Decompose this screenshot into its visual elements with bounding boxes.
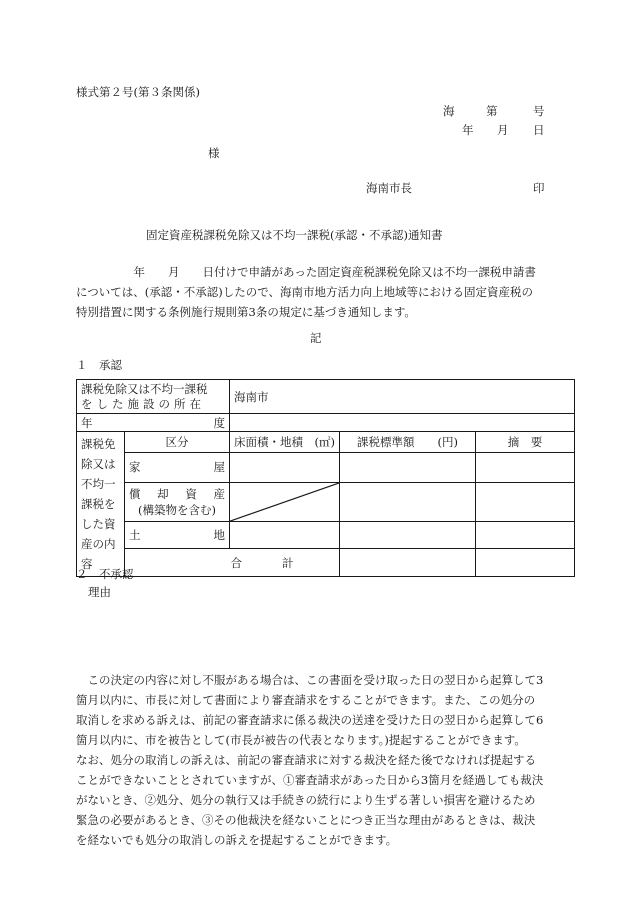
row-depreciable-standard [340, 482, 476, 521]
asset-label-line: 容 [81, 557, 93, 571]
row-house-area [230, 452, 340, 482]
row-depreciable-area-crossed [230, 482, 340, 521]
appeal-notice-paragraph [76, 670, 556, 850]
total-standard [340, 549, 476, 577]
row-depreciable-label [125, 482, 230, 521]
document-title: 固定資産税課税免除又は不均一課税(承認・不承認)通知書 [146, 228, 443, 242]
doc-number-prefix: 海 [443, 104, 455, 118]
facility-location-label [77, 380, 230, 414]
section-disapproval: ２ 不承認 [76, 567, 134, 581]
date-day: 日 [533, 123, 545, 137]
notice-line: がないとき、②処分、処分の執行又は手続きの続行により生ずる著しい損害を避けるため [76, 793, 536, 807]
section-approval: １ 承認 [76, 358, 122, 372]
date-month: 月 [497, 123, 509, 137]
row-land-remarks [476, 521, 575, 549]
approval-table [76, 379, 575, 577]
ki-heading: 記 [310, 331, 322, 345]
row-house-label [125, 452, 230, 482]
depreciable-char: 却 [157, 486, 169, 501]
asset-label-line: 不均一 [81, 477, 116, 491]
total-label-right: 計 [282, 555, 294, 570]
asset-label-line: 産の内 [81, 537, 116, 551]
header-area: 床面積・地積 (㎡) [230, 432, 340, 453]
seal-mark: 印 [533, 181, 545, 195]
row-house-standard [340, 452, 476, 482]
row-land-label [125, 521, 230, 549]
year-label-right: 度 [213, 415, 225, 430]
addressee-suffix: 様 [208, 146, 220, 160]
diagonal-line [230, 483, 339, 521]
depreciable-char: 資 [185, 486, 197, 501]
header-kubun: 区分 [125, 432, 230, 453]
row-depreciable-remarks [476, 482, 575, 521]
row-land-area [230, 521, 340, 549]
fiscal-year-label [77, 414, 230, 432]
asset-label-line: 除又は [81, 457, 116, 471]
notice-line: ことができないこととされていますが、①審査請求があった日から3箇月を経過しても裁決 [76, 773, 544, 787]
year-label-left: 年 [81, 415, 93, 430]
doc-number-middle: 第 [486, 104, 498, 118]
asset-label-line: 課税免 [81, 437, 116, 451]
notice-line: 緊急の必要があるとき、③その他裁決を経ないことにつき正当な理由があるときは、裁決 [76, 813, 536, 827]
house-label-right: 屋 [213, 460, 225, 475]
reason-label: 理由 [88, 585, 111, 599]
row-house-remarks [476, 452, 575, 482]
form-number: 様式第２号(第３条関係) [76, 85, 200, 99]
total-label [125, 549, 340, 577]
doc-number-suffix: 号 [533, 104, 545, 118]
row-land-standard [340, 521, 476, 549]
asset-label-line: した資 [81, 517, 116, 531]
land-label-left: 土 [129, 528, 141, 543]
total-label-left: 合 [230, 555, 242, 570]
notice-line: 箇月以内に、市長に対して書面により審査請求をすることができます。また、この処分の [76, 693, 536, 707]
notice-line: なお、処分の取消しの訴えは、前記の審査請求に対する裁決を経た後でなければ提起する [76, 753, 536, 767]
header-remarks: 摘 要 [476, 432, 575, 453]
facility-location-value: 海南市 [230, 380, 575, 414]
notice-line: 取消しを求める訴えは、前記の審査請求に係る裁決の送達を受けた日の翌日から起算して6 [76, 713, 544, 727]
facility-label-line: をした施設の所在 [81, 396, 205, 411]
issuer-name: 海南市長 [366, 181, 412, 195]
house-label-left: 家 [129, 460, 141, 475]
depreciable-char: 償 [129, 486, 141, 501]
notice-line: 箇月以内に、市を被告として(市長が被告の代表となります。)提起することができます。 [76, 733, 526, 747]
intro-line: については、(承認・不承認)したので、海南市地方活力向上地域等における固定資産税の [76, 285, 534, 299]
header-standard: 課税標準額 (円) [340, 432, 476, 453]
depreciable-subtitle: (構築物を含む) [138, 502, 216, 517]
fiscal-year-value [230, 414, 575, 432]
asset-content-label [77, 432, 125, 577]
asset-label-line: 課税を [81, 497, 116, 511]
notice-line: を経ないでも処分の取消しの訴えを提起することができます。 [76, 833, 398, 847]
land-label-right: 地 [213, 528, 225, 543]
date-year: 年 [462, 123, 474, 137]
depreciable-char: 産 [213, 486, 225, 501]
total-remarks [476, 549, 575, 577]
notice-line: この決定の内容に対し不服がある場合は、この書面を受け取った日の翌日から起算して3 [76, 673, 544, 687]
intro-paragraph [76, 262, 556, 322]
intro-line: 特別措置に関する条例施行規則第3条の規定に基づき通知します。 [76, 305, 416, 319]
facility-label-line: 課税免除又は不均一課税 [81, 381, 208, 396]
intro-line: 年 月 日付けで申請があった固定資産税課税免除又は不均一課税申請書 [76, 265, 536, 279]
